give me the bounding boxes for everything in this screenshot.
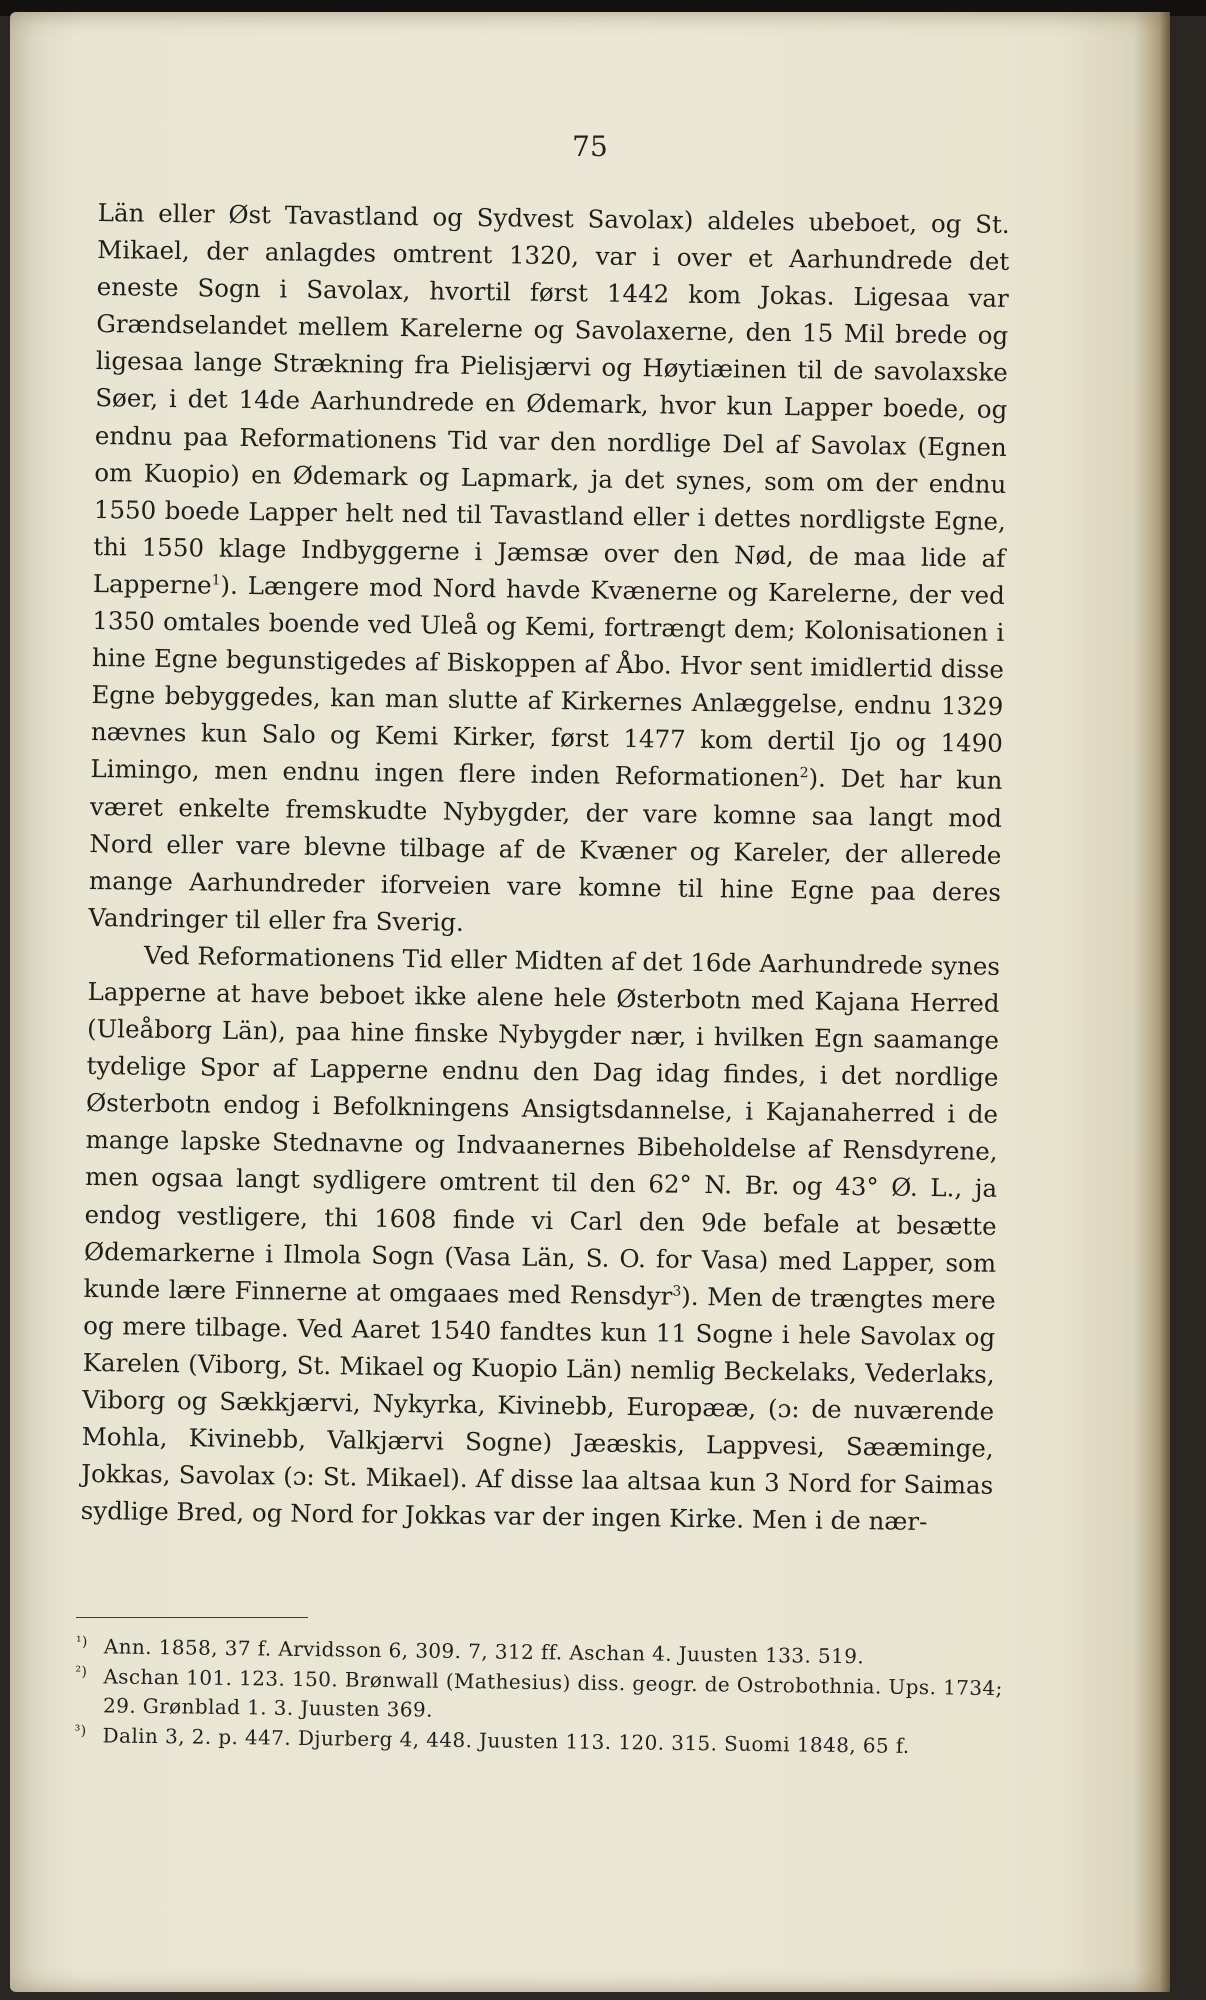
paragraph-2-text-b: . Men de trængtes mere og mere tilbage. Ved Aaret 1540 fandtes kun 11 Sogne i hele Savolax og Karelen (Viborg, St. Mikael og Kuopio Län) nemlig Beckelaks, Vederlaks, Viborg og Sækkjærvi, Nykyrka, Kivinebb, Europææ, (ɔ: de nuværende Mohla, Kivinebb, Valkjærvi Sogne) Jææskis, Lappvesi, Sææminge, Jokkas, Savolax (ɔ: St. Mikael). Af disse laa altsaa kun 3 Nord for Saimas sydlige Bred, og Nord for Jokkas var der ingen Kirke. Men i de nær- [80,1281,996,1537]
paragraph-1: Län eller Øst Tavastland og Sydvest Savolax) aldeles ubeboet, og St. Mikael, der anlagdes omtrent 1320, var i over et Aarhundrede det eneste Sogn i Savolax, hvortil først 1442 kom Jokas. Ligesaa var Grændselandet mellem Karelerne og Savolaxerne, den 15 Mil brede og ligesaa lange Strækning fra Pielisjærvi og Høytiæinen til de savolaxske Søer, i det 14de Aarhundrede en Ødemark, hvor kun Lapper boede, og endnu paa Reformationens Tid var den nordlige Del af Savolax (Egnen om Kuopio) en Ødemark og Lapmark, ja det synes, som om der endnu 1550 boede Lapper helt ned til Tavastland eller i dettes nordligste Egne, thi 1550 klage Indbyggerne i Jæmsæ over den Nød, de maa lide af Lapperne$^1$). Længere mod Nord havde Kvænerne og Karelerne, der ved 1350 omtales boende ved Uleå og Kemi, fortrængt dem; Kolonisationen i hine Egne begunstigedes af Biskoppen af Åbo. Hvor sent imidlertid disse Egne bebyggedes, kan man slutte af Kirkernes Anlæggelse, endnu 1329 nævnes kun Salo og Kemi Kirker, først 1477 kom dertil Ijo og 1490 Limingo, men endnu ingen flere inden Reformationen$^2$). Det har kun været enkelte fremskudte Nybygder, der vare komne saa langt mod Nord eller vare blevne tilbage af de Kvæner og Kareler, der allerede mange Aarhundreder iforveien vare komne til hine Egne paa deres Vandringer til eller fra Sverig. [88,197,1010,937]
footnote-ref-2: 2 [799,765,809,782]
paragraph-1-text-b: . Længere mod Nord havde Kvænerne og Karelerne, der ved 1350 omtales boende ved Uleå og Kemi, fortrængt dem; Kolonisationen i hine Egne begunstigedes af Biskoppen af Åbo. Hvor sent imidlertid disse Egne bebyggedes, kan man slutte af Kirkernes Anlæggelse, endnu 1329 nævnes kun Salo og Kemi Kirker, først 1477 kom dertil Ijo og 1490 Limingo, men endnu ingen flere inden Reformationen [90,570,1006,793]
page-number: 75 [572,130,608,163]
body-text [81,194,1010,1541]
page-spine-shadow [1134,12,1170,1992]
footnotes [74,1632,1011,1763]
footnote-separator [76,1617,308,1618]
footnote-text: Aschan 101. 123. 150. Brønwall (Mathesius) diss. geogr. de Ostrobothnia. Ups. 1734; 29. Grønblad 1. 3. Juusten 369. [102,1664,1003,1722]
paragraph-2-text: Ved Reformationens Tid eller Midten af det 16de Aarhundrede synes Lapperne at have beboet ikke alene hele Østerbotn med Kajana Herred (Uleåborg Län), paa hine finske Nybygder nær, i hvilken Egn saamange tydelige Spor af Lapperne endnu den Dag idag findes, i det nordlige Østerbotn endog i Befolkningens Ansigtsdannelse, i Kajanaherred i de mange lapske Stednavne og Indvaanernes Bibeholdelse af Rensdyrene, men ogsaa langt sydligere omtrent til den 62° N. Br. og 43° Ø. L., ja endog vestligere, thi 1608 finde vi Carl den 9de befale at besætte Ødemarkerne i Ilmola Sogn (Vasa Län, S. O. for Vasa) med Lapper, som kunde lære Finnerne at omgaaes med Rensdyr [83,940,1001,1311]
paragraph-1-text-c: . Det har kun været enkelte fremskudte Nybygder, der vare komne saa langt mod Nord eller vare blevne tilbage af de Kvæner og Kareler, der allerede mange Aarhundreder iforveien vare komne til hine Egne paa deres Vandringer til eller fra Sverig. [88,763,1003,937]
footnote-ref-1: 1 [211,572,221,589]
paragraph-1-text: Län eller Øst Tavastland og Sydvest Savolax) aldeles ubeboet, og St. Mikael, der anlagdes omtrent 1320, var i over et Aarhundrede det eneste Sogn i Savolax, hvortil først 1442 kom Jokas. Ligesaa var Grændselandet mellem Karelerne og Savolaxerne, den 15 Mil brede og ligesaa lange Strækning fra Pielisjærvi og Høytiæinen til de savolaxske Søer, i det 14de Aarhundrede en Ødemark, hvor kun Lapper boede, og endnu paa Reformationens Tid var den nordlige Del af Savolax (Egnen om Kuopio) en Ødemark og Lapmark, ja det synes, som om der endnu 1550 boede Lapper helt ned til Tavastland eller i dettes nordligste Egne, thi 1550 klage Indbyggerne i Jæmsæ over den Nød, de maa lide af Lapperne [92,197,1010,600]
footnote-mark: ³) [74,1722,87,1740]
footnote-ref-3: 3 [672,1283,682,1300]
footnote-text: Ann. 1858, 37 f. Arvidsson 6, 309. 7, 312 ff. Aschan 4. Juusten 133. 519. [103,1634,865,1669]
footnote-mark: ¹) [75,1633,88,1651]
footnote-2 [75,1662,1012,1732]
book-page [10,12,1170,1992]
footnote-mark: ²) [75,1663,88,1681]
paragraph-2: Ved Reformationens Tid eller Midten af det 16de Aarhundrede synes Lapperne at have beboet ikke alene hele Østerbotn med Kajana Herred (Uleåborg Län), paa hine finske Nybygder nær, i hvilken Egn saamange tydelige Spor af Lapperne endnu den Dag idag findes, i det nordlige Østerbotn endog i Befolkningens Ansigtsdannelse, i Kajanaherred i de mange lapske Stednavne og Indvaanernes Bibeholdelse af Rensdyrene, men ogsaa langt sydligere omtrent til den 62° N. Br. og 43° Ø. L., ja endog vestligere, thi 1608 finde vi Carl den 9de befale at besætte Ødemarkerne i Ilmola Sogn (Vasa Län, S. O. for Vasa) med Lapper, som kunde lære Finnerne at omgaaes med Rensdyr$^3$). Men de trængtes mere og mere tilbage. Ved Aaret 1540 fandtes kun 11 Sogne i hele Savolax og Karelen (Viborg, St. Mikael og Kuopio Län) nemlig Beckelaks, Vederlaks, Viborg og Sækkjærvi, Nykyrka, Kivinebb, Europææ, (ɔ: de nuværende Mohla, Kivinebb, Valkjærvi Sogne) Jææskis, Lappvesi, Sææminge, Jokkas, Savolax (ɔ: St. Mikael). Af disse laa altsaa kun 3 Nord for Saimas sydlige Bred, og Nord for Jokkas var der ingen Kirke. Men i de nær- [80,940,1001,1537]
footnote-text: Dalin 3, 2. p. 447. Djurberg 4, 448. Juusten 113. 120. 315. Suomi 1848, 65 f. [102,1723,910,1758]
